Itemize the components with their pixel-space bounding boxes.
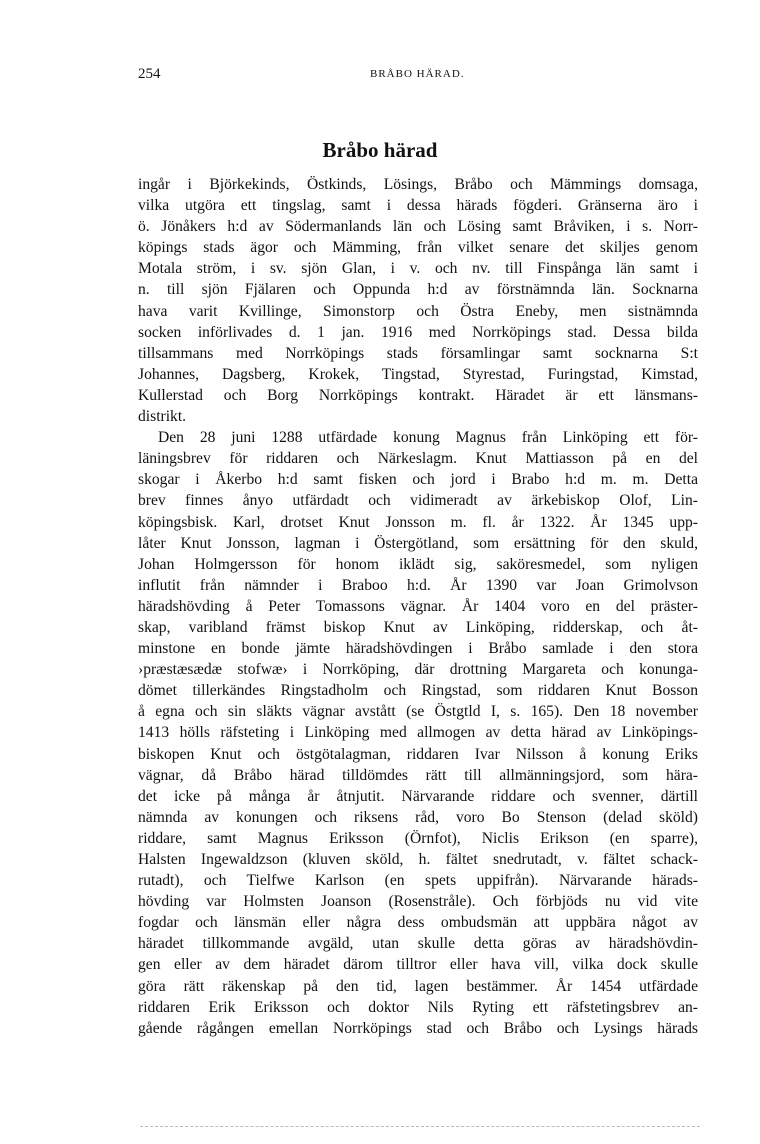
text-line: minstone en bonde jämte häradshövdingen i Bråbo samlade i den stora [138, 640, 698, 658]
text-line: hava varit Kvillinge, Simonstorp och Östra Eneby, men sistnämnda [138, 302, 698, 320]
text-line: Johannes, Dagsberg, Krokek, Tingstad, Styrestad, Furingstad, Kimstad, [138, 365, 698, 383]
text-line: vägnar, då Bråbo härad tilldömdes rätt till allmänningsjord, som härа- [138, 766, 698, 784]
page-number: 254 [138, 66, 161, 82]
text-line: gen eller av dem häradet därom tilltror eller hava vill, vilka dock skulle [138, 956, 698, 974]
text-line: göra rätt räkenskap på den tid, lagen bestämmer. År 1454 utfärdade [138, 977, 698, 995]
text-line: riddare, samt Magnus Eriksson (Örnfot), Niclis Erikson (en sparre), [138, 829, 698, 847]
text-line: läningsbrev för riddaren och Närkeslagm. Knut Mattiasson på en del [138, 450, 698, 468]
text-line: Kullerstad och Borg Norrköpings kontrakt. Häradet är ett länsmans- [138, 386, 698, 404]
text-line: hövding var Holmsten Joanson (Rosenstråle). Och förbjöds nu vid vite [138, 893, 698, 911]
body-text [138, 174, 698, 1039]
text-line: Halsten Ingewaldzson (kluven sköld, h. fältet snedrutadt, v. fältet schack- [138, 851, 698, 868]
text-line: biskopen Knut och östgötalagman, riddaren Ivar Nilsson å konung Eriks [138, 745, 698, 763]
text-line: distrikt. [138, 408, 187, 426]
text-line: det icke på många år åtnjutit. Närvarande riddare och svenner, därtill [138, 787, 698, 805]
text-line: riddaren Erik Eriksson och doktor Nils Ryting ett räfstetingsbrev an- [138, 998, 698, 1016]
text-line: ingår i Björkekinds, Östkinds, Lösings, Bråbo och Mämmings domsaga, [138, 176, 698, 193]
text-line: häradshövding å Peter Tomassons vägnar. År 1404 voro en del präster- [138, 597, 698, 615]
page-bottom-edge [140, 1126, 700, 1131]
text-line: gående rågången emellan Norrköpings stad och Bråbo och Lysings härads [138, 1019, 698, 1037]
section-title: Bråbo härad [322, 138, 438, 162]
running-head: BRÅBO HÄRAD. [370, 68, 465, 80]
text-line: skap, varibland främst biskop Knut av Linköping, ridderskap, och åt- [138, 618, 698, 636]
text-line: brev finnes ånyo utfärdadt och vidimeradt av ärkebiskop Olof, Lin- [138, 492, 698, 510]
text-line: rutadt), och Tielfwe Karlson (en spets uppifrån). Närvarande härads- [138, 872, 698, 890]
text-line: köpingsbisk. Karl, drotset Knut Jonsson m. fl. år 1322. År 1345 upp- [138, 513, 698, 531]
text-line: Johan Holmgersson för honom iklädt sig, saköresmedel, som nyligen [138, 555, 698, 573]
text-line: å egna och sin släkts vägnar avstått (se Östgtld I, s. 165). Den 18 november [138, 703, 698, 721]
text-line: köpings stads ägor och Mämming, från vilket senare det skiljes genom [138, 239, 698, 257]
text-line: 1413 hölls räfsteting i Linköping med allmogen av detta härad av Linköpings- [138, 724, 698, 742]
text-line: vilka utgöra ett tingslag, samt i dessa härads fögderi. Gränserna äro i [138, 197, 698, 215]
text-line: ›præstæsædæ stofwæ› i Norrköping, där drottning Margareta och konunga- [138, 661, 698, 679]
text-line: dömet tillerkändes Ringstadholm och Ringstad, som riddaren Knut Bosson [138, 682, 698, 700]
text-line: skogar i Åkerbo h:d samt fisken och jord i Brabo h:d m. m. Detta [138, 471, 698, 489]
text-line: Motala ström, i sv. sjön Glan, i v. och nv. till Finspånga län samt i [138, 260, 698, 278]
text-line: nämnda av konungen och riksens råd, voro Bo Stenson (delad sköld) [138, 808, 698, 826]
text-line: ö. Jönåkers h:d av Södermanlands län och Lösing samt Bråviken, i s. Norr- [138, 218, 698, 236]
text-line: n. till sjön Fjälaren och Oppunda h:d av förstnämnda län. Socknarna [138, 281, 698, 299]
text-line: Den 28 juni 1288 utfärdade konung Magnus från Linköping ett för- [158, 429, 698, 447]
text-line: tillsammans med Norrköpings stads församlingar samt socknarna S:t [138, 344, 698, 362]
page-header [138, 66, 698, 86]
text-line: låter Knut Jonsson, lagman i Östergötland, som ersättning för den skuld, [138, 534, 698, 552]
text-line: socken införlivades d. 1 jan. 1916 med Norrköpings stad. Dessa bilda [138, 323, 698, 341]
text-line: häradet tillkommande avgäld, utan skulle detta göras av häradshövdin- [138, 935, 698, 953]
text-line: influtit från nämnder i Braboo h:d. År 1390 var Joan Grimolvson [138, 576, 698, 594]
text-line: fogdar och länsmän eller några dess ombudsmän att uppbära något av [138, 914, 698, 932]
